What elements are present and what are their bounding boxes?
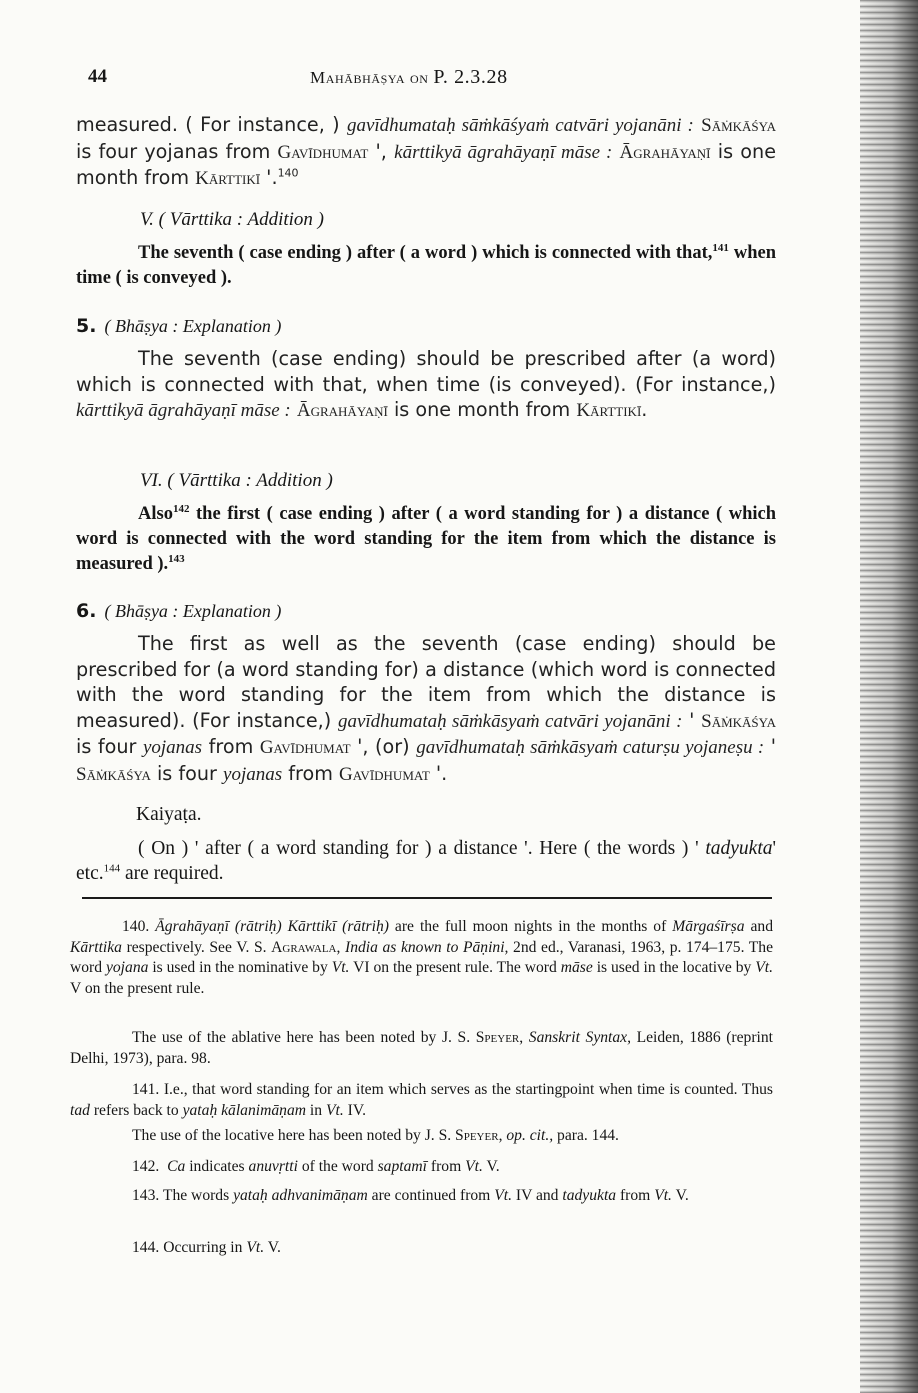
footnote-144: 144. Occurring in Vt. V.: [132, 1239, 281, 1256]
rule-reference: P. 2.3.28: [433, 66, 508, 88]
bhasya-text-6: The first as well as the seventh (case ending) should be prescribed for (a word standing for) a distance (which word is connected with the word standing for the item from which the distance is measured). (For instance,) gavīdhumataḥ sāṁkāsyaṁ catvāri yojanāni : ' Sāṁkāśya is four yojanas from Gavīdhumat ', (or) gavīdhumataḥ sāṁkāsyaṁ caturṣu yojaneṣu : ' Sāṁkāśya is four yojanas from Gavīdhumat '.: [76, 632, 776, 785]
footnote-141-note: The use of the locative here has been noted by J. S. Speyer, op. cit., para. 144.: [132, 1127, 619, 1144]
footnote-143: 143. The words yataḥ adhvanimāṇam are continued from Vt. IV and tadyukta from Vt. V.: [132, 1187, 689, 1204]
footnote-ref: 143: [168, 552, 185, 565]
kaiyata-text: ( On ) ' after ( a word standing for ) a distance '. Here ( the words ) ' tadyukta' etc.$^{144}$ are required.: [76, 838, 776, 884]
bhasya-heading-6: 6. ( Bhāṣya : Explanation ): [76, 600, 282, 622]
footnote-141: 141. I.e., that word standing for an item which serves as the startingpoint when time is counted. Thus tad refers back to yataḥ kālanimāṇam in Vt. IV.: [70, 1081, 773, 1119]
footnote-140: 140. Āgrahāyaṇī (rātriḥ) Kārttikī (rātriḥ) are the full moon nights in the months of Mārgaśīrṣa and Kārttika respectively. See V. S. Agrawala, India as known to Pāṇini, 2nd ed., Varanasi, 1963, p. 174–175. The word yojana is used in the nominative by Vt. VI on the present rule. The word māse is used in the locative by Vt. V on the present rule.: [70, 918, 774, 997]
footnote-ref: 140: [277, 166, 299, 180]
varttika-text-6: Also$^{142}$ the first ( case ending ) after ( a word standing for ) a distance ( which word is connected with the word standing for the item from which the distance is measured ).$^{143}$: [76, 502, 776, 574]
paragraph-continuation: measured. ( For instance, ) gavīdhumataḥ sāṁkāśyaṁ catvāri yojanāni : Sāṁkāśya is four yojanas from Gavīdhumat ', kārttikyā āgrahāyaṇī māse : Āgrahāyaṇī is one month from Kārttikī '.$^{140}$: [76, 113, 776, 189]
footnote-separator: [82, 897, 772, 899]
footnote-140-note: The use of the ablative here has been noted by J. S. Speyer, Sanskrit Syntax, Leiden, 1886 (reprint Delhi, 1973), para. 98.: [70, 1029, 773, 1067]
varttika-text-5: The seventh ( case ending ) after ( a word ) which is connected with that,$^{141}$ when time ( is conveyed ).: [76, 241, 776, 288]
bhasya-heading-5: 5. ( Bhāṣya : Explanation ): [76, 315, 282, 337]
footnote-ref: 142: [172, 502, 190, 515]
bhasya-text-5: The seventh (case ending) should be prescribed after (a word) which is connected with that, when time (is conveyed). (For instance,) kārttikyā āgrahāyaṇī māse : Āgrahāyaṇī is one month from Kārttikī.: [76, 347, 776, 421]
varttika-heading-6: VI. ( Vārttika : Addition ): [140, 470, 333, 491]
footnote-142: 142. Ca indicates anuvṛtti of the word saptamī from Vt. V.: [132, 1158, 500, 1175]
kaiyata-heading: Kaiyaṭa.: [136, 804, 202, 825]
page-number: 44: [88, 66, 107, 87]
running-header: [78, 66, 778, 92]
varttika-heading-5: V. ( Vārttika : Addition ): [140, 209, 325, 230]
footnote-ref: 141: [712, 241, 729, 254]
footnote-ref: 144: [103, 862, 121, 875]
page-edge-shadow: [860, 0, 918, 1393]
running-title: Mahābhāṣya on P. 2.3.28: [310, 66, 508, 88]
